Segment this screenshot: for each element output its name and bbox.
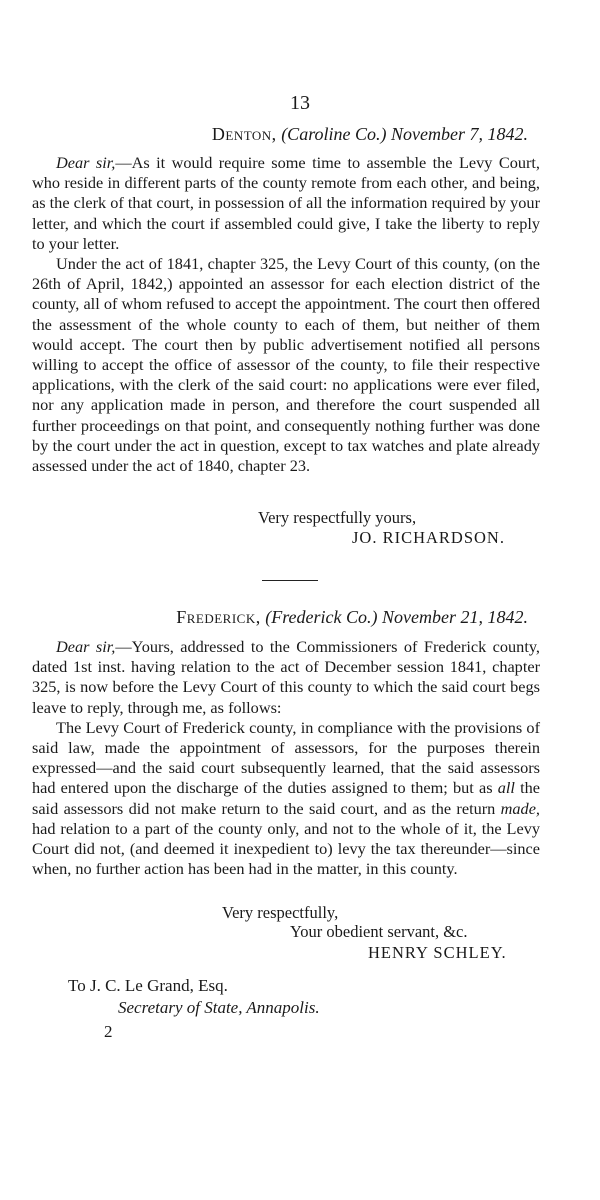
letter2-para2-text-b: the said assessors did not make return to the said court, and as the return [32, 778, 540, 818]
letter2-paragraph-2 [32, 718, 540, 880]
letter2-para2-emph-made: made, [500, 798, 540, 818]
addressee-title: Secretary of State, Annapolis. [118, 998, 320, 1017]
letter1-salutation: Dear sir, [56, 153, 116, 172]
letter1-date: November 7, 1842. [391, 124, 528, 144]
letter2-para2-text-a: The Levy Court of Frederick county, in compliance with the provisions of said law, made the appointment of assessors, for the purposes therein expressed—and the said court subsequently learned, that the said assessors had entered upon the discharge of the duties assigned to them; but as [32, 717, 540, 798]
letter2-county: (Frederick Co.) [265, 607, 378, 627]
letter1-para1-text: —As it would require some time to assemble the Levy Court, who reside in different parts of the county remote from each other, and being, as the clerk of that court, in possession of all the information required by your letter, and which the court if assembled could give, I take the liberty to reply to your letter. [32, 153, 541, 253]
letter2-closing: Very respectfully, [222, 903, 339, 922]
letter2-para2-emph-all: all [497, 778, 515, 798]
letter1-paragraph-1 [32, 153, 540, 254]
addressee-line-1: To J. C. Le Grand, Esq. [68, 976, 228, 995]
letter2-paragraph-1 [32, 637, 540, 718]
letter1-paragraph-2: Under the act of 1841, chapter 325, the Levy Court of this county, (on the 26th of April, 1842,) appointed an assessor for each election district of the county, all of whom refused to accept the appointment. The court then offered the assessment of the whole county to each of them, but neither of them would accept. The court then by public advertisement notified all persons willing to accept the office of assessor of the county, to file their respective applications, with the clerk of the said court: no applications were ever filed, nor any application made in person, and therefore the court suspended all further proceedings on that point, and consequently nothing further was done by the court under the act in question, except to tax watches and plate already assessed under the act of 1840, chapter 23. [32, 254, 540, 476]
letter2-place: Frederick, [176, 607, 261, 627]
letter1-body [32, 153, 540, 476]
letter2-signature: HENRY SCHLEY. [368, 943, 507, 962]
addressee-block [68, 975, 320, 1019]
addressee-line-2 [68, 997, 320, 1019]
letter2-salutation: Dear sir, [56, 637, 116, 656]
letter1-county: (Caroline Co.) [281, 124, 387, 144]
page-number: 13 [290, 92, 310, 114]
letter1-signature: JO. RICHARDSON. [352, 528, 505, 547]
letter1-place: Denton, [211, 124, 277, 144]
letter2-date: November 21, 1842. [382, 607, 528, 627]
letter2-dateline [176, 607, 528, 628]
letter1-closing: Very respectfully yours, [258, 508, 417, 527]
signature-mark: 2 [104, 1022, 113, 1041]
section-divider [262, 580, 318, 581]
letter2-para2-text-c: had relation to a part of the county only, and not to the whole of it, the Levy Court did not, (and deemed it inexpedient to) levy the tax thereunder—since when, no further action has been had in the matter, in this county. [32, 818, 540, 879]
letter2-para1-text: —Yours, addressed to the Commissioners of Frederick county, dated 1st inst. having relation to the act of December session 1841, chapter 325, is now before the Levy Court of this county to which the said court begs leave to reply, through me, as follows: [32, 637, 540, 717]
letter2-closing-2: Your obedient servant, &c. [290, 922, 468, 941]
letter1-dateline [212, 124, 528, 145]
letter2-body [32, 637, 540, 879]
